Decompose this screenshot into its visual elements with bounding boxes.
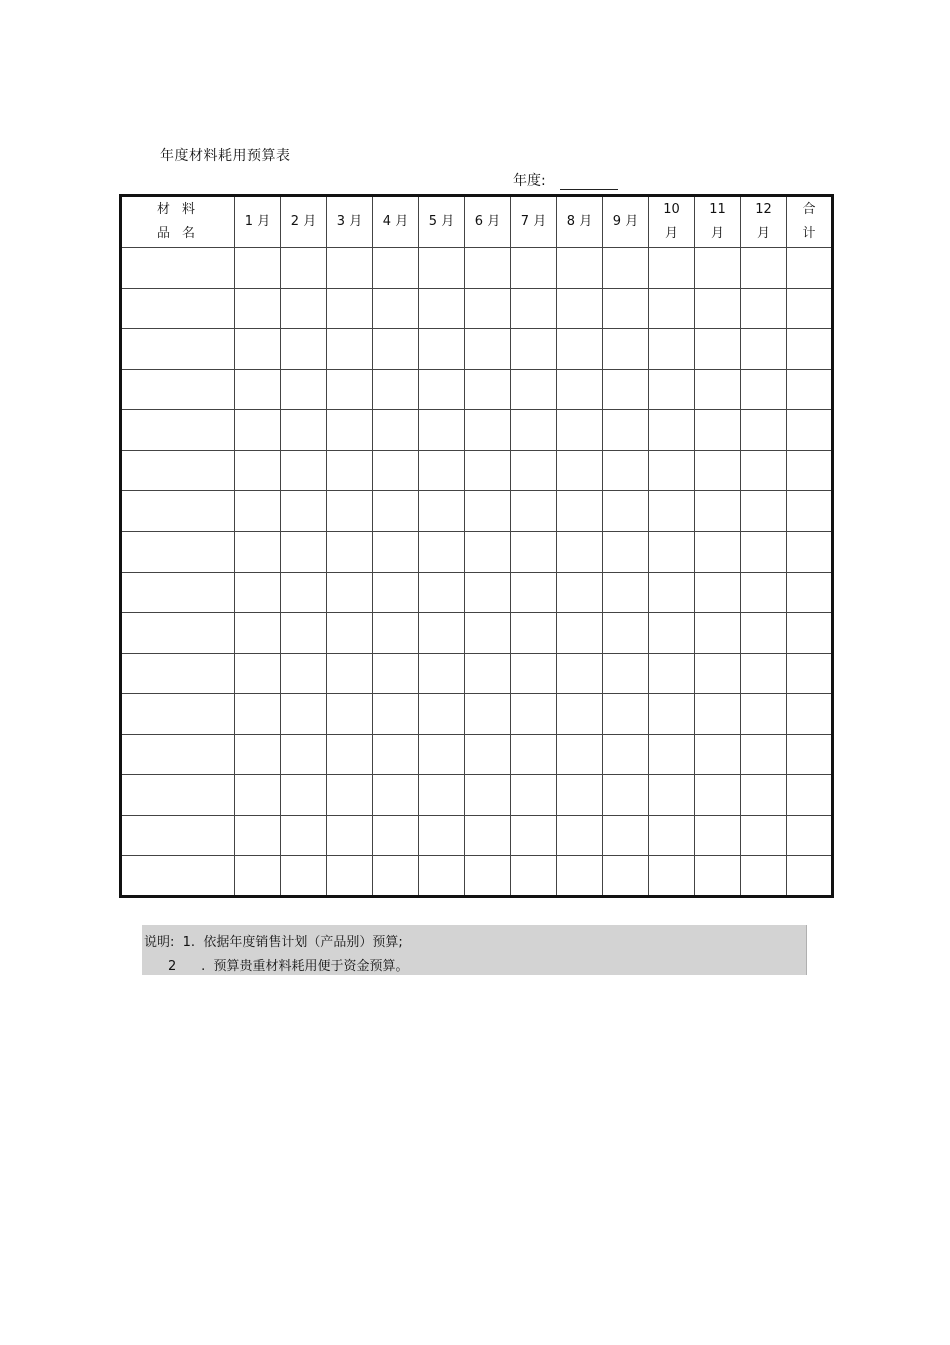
month-cell[interactable] [557,531,603,572]
month-cell[interactable] [603,815,649,856]
month-cell[interactable] [465,815,511,856]
month-cell[interactable] [603,329,649,370]
month-cell[interactable] [235,653,281,694]
month-cell[interactable] [465,572,511,613]
month-cell[interactable] [465,613,511,654]
month-cell[interactable] [557,572,603,613]
month-cell[interactable] [281,248,327,289]
month-cell[interactable] [511,288,557,329]
month-cell[interactable] [465,329,511,370]
material-name-cell[interactable] [121,531,235,572]
month-cell[interactable] [465,491,511,532]
month-cell[interactable] [281,288,327,329]
month-cell[interactable] [235,491,281,532]
month-cell[interactable] [373,369,419,410]
month-cell[interactable] [419,653,465,694]
month-11-unit: 月 [710,226,724,241]
month-cell[interactable] [695,815,741,856]
month-cell[interactable] [649,856,695,897]
month-cell[interactable] [511,410,557,451]
month-cell[interactable] [327,329,373,370]
month-cell[interactable] [465,369,511,410]
month-cell[interactable] [511,653,557,694]
total-cell[interactable] [787,613,833,654]
month-cell[interactable] [741,694,787,735]
month-cell[interactable] [327,613,373,654]
month-cell[interactable] [373,248,419,289]
material-name-cell[interactable] [121,288,235,329]
month-cell[interactable] [373,491,419,532]
month-cell[interactable] [649,450,695,491]
month-cell[interactable] [327,491,373,532]
month-header-1: 1 月 [235,196,281,248]
month-cell[interactable] [373,856,419,897]
month-cell[interactable] [281,815,327,856]
month-cell[interactable] [649,288,695,329]
month-cell[interactable] [695,653,741,694]
month-cell[interactable] [281,653,327,694]
month-cell[interactable] [741,329,787,370]
month-cell[interactable] [741,410,787,451]
month-cell[interactable] [557,815,603,856]
month-cell[interactable] [603,248,649,289]
total-cell[interactable] [787,329,833,370]
material-name-cell[interactable] [121,450,235,491]
material-name-cell[interactable] [121,856,235,897]
month-cell[interactable] [557,288,603,329]
month-cell[interactable] [373,734,419,775]
month-cell[interactable] [465,248,511,289]
note-line-2: 2 . 预算贵重材料耗用便于资金预算。 [168,959,409,974]
month-cell[interactable] [741,288,787,329]
month-cell[interactable] [603,491,649,532]
month-header-11 [695,196,741,248]
month-cell[interactable] [603,694,649,735]
month-cell[interactable] [235,450,281,491]
month-cell[interactable] [373,531,419,572]
material-name-cell[interactable] [121,248,235,289]
month-cell[interactable] [465,288,511,329]
month-cell[interactable] [557,734,603,775]
month-cell[interactable] [695,491,741,532]
material-name-cell[interactable] [121,613,235,654]
total-header-line2: 计 [802,226,816,241]
month-cell[interactable] [603,531,649,572]
year-label: 年度: [513,173,546,189]
month-12-unit: 月 [756,226,770,241]
table-row [121,369,833,410]
month-cell[interactable] [235,775,281,816]
month-cell[interactable] [235,248,281,289]
total-cell[interactable] [787,653,833,694]
month-cell[interactable] [281,450,327,491]
month-header-7: 7 月 [511,196,557,248]
month-cell[interactable] [373,450,419,491]
month-cell[interactable] [281,775,327,816]
month-cell[interactable] [511,734,557,775]
month-cell[interactable] [327,653,373,694]
month-cell[interactable] [649,815,695,856]
total-cell[interactable] [787,450,833,491]
total-cell[interactable] [787,491,833,532]
month-cell[interactable] [741,369,787,410]
month-cell[interactable] [281,734,327,775]
month-cell[interactable] [511,572,557,613]
month-cell[interactable] [511,694,557,735]
month-11-number: 11 [709,202,726,217]
table-row [121,248,833,289]
table-body [121,248,833,897]
month-cell[interactable] [695,369,741,410]
month-cell[interactable] [327,694,373,735]
month-cell[interactable] [465,450,511,491]
material-name-cell[interactable] [121,775,235,816]
month-cell[interactable] [603,856,649,897]
month-cell[interactable] [327,734,373,775]
month-cell[interactable] [695,856,741,897]
month-header-12 [741,196,787,248]
month-cell[interactable] [465,410,511,451]
month-cell[interactable] [419,410,465,451]
month-cell[interactable] [511,450,557,491]
table-row [121,329,833,370]
month-header-8: 8 月 [557,196,603,248]
month-cell[interactable] [695,531,741,572]
month-cell[interactable] [649,369,695,410]
month-header-3: 3 月 [327,196,373,248]
month-header-4: 4 月 [373,196,419,248]
month-cell[interactable] [327,775,373,816]
month-header-10 [649,196,695,248]
month-cell[interactable] [695,775,741,816]
month-cell[interactable] [419,613,465,654]
table-row [121,288,833,329]
month-cell[interactable] [695,248,741,289]
material-name-cell[interactable] [121,329,235,370]
month-cell[interactable] [419,734,465,775]
month-cell[interactable] [281,369,327,410]
month-cell[interactable] [235,531,281,572]
month-cell[interactable] [741,491,787,532]
month-10-number: 10 [663,202,680,217]
total-cell[interactable] [787,369,833,410]
month-10-unit: 月 [664,226,678,241]
table-header-row [121,196,833,248]
month-header-5: 5 月 [419,196,465,248]
material-header-line2: 品名 [156,226,207,241]
month-12-number: 12 [755,202,772,217]
material-name-cell[interactable] [121,572,235,613]
month-cell[interactable] [511,491,557,532]
total-cell[interactable] [787,288,833,329]
table-row [121,613,833,654]
month-cell[interactable] [281,491,327,532]
month-cell[interactable] [741,613,787,654]
month-cell[interactable] [649,531,695,572]
month-cell[interactable] [327,531,373,572]
month-cell[interactable] [465,734,511,775]
month-cell[interactable] [419,491,465,532]
month-cell[interactable] [419,450,465,491]
month-cell[interactable] [511,815,557,856]
month-header-9: 9 月 [603,196,649,248]
month-cell[interactable] [741,775,787,816]
month-cell[interactable] [419,775,465,816]
month-cell[interactable] [419,856,465,897]
month-cell[interactable] [741,815,787,856]
month-cell[interactable] [235,329,281,370]
month-header-2: 2 月 [281,196,327,248]
month-cell[interactable] [511,369,557,410]
month-cell[interactable] [281,694,327,735]
month-cell[interactable] [649,653,695,694]
total-header-line1: 合 [802,202,816,217]
month-cell[interactable] [327,248,373,289]
month-header-6: 6 月 [465,196,511,248]
month-cell[interactable] [235,288,281,329]
month-cell[interactable] [327,815,373,856]
month-cell[interactable] [649,248,695,289]
month-cell[interactable] [511,613,557,654]
month-cell[interactable] [557,856,603,897]
month-cell[interactable] [557,775,603,816]
month-cell[interactable] [511,329,557,370]
month-cell[interactable] [373,288,419,329]
month-cell[interactable] [695,450,741,491]
table-row [121,410,833,451]
month-cell[interactable] [373,694,419,735]
month-cell[interactable] [281,329,327,370]
document-title: 年度材料耗用预算表 [160,148,291,164]
material-name-cell[interactable] [121,734,235,775]
month-cell[interactable] [419,288,465,329]
month-cell[interactable] [281,572,327,613]
month-cell[interactable] [373,329,419,370]
month-cell[interactable] [649,572,695,613]
month-cell[interactable] [741,531,787,572]
month-cell[interactable] [281,410,327,451]
month-cell[interactable] [419,329,465,370]
month-cell[interactable] [603,734,649,775]
month-cell[interactable] [603,572,649,613]
total-cell[interactable] [787,410,833,451]
month-cell[interactable] [557,694,603,735]
month-cell[interactable] [465,775,511,816]
month-cell[interactable] [603,613,649,654]
month-cell[interactable] [373,572,419,613]
month-cell[interactable] [373,775,419,816]
month-cell[interactable] [557,410,603,451]
month-cell[interactable] [603,775,649,816]
month-cell[interactable] [327,288,373,329]
month-cell[interactable] [603,653,649,694]
month-cell[interactable] [235,572,281,613]
table-row [121,450,833,491]
month-cell[interactable] [419,369,465,410]
table-row [121,491,833,532]
month-cell[interactable] [373,613,419,654]
table-row [121,653,833,694]
month-cell[interactable] [741,572,787,613]
month-cell[interactable] [235,369,281,410]
total-cell[interactable] [787,694,833,735]
month-cell[interactable] [695,410,741,451]
month-cell[interactable] [649,329,695,370]
material-header-line1: 材料 [156,202,207,217]
month-cell[interactable] [373,653,419,694]
material-name-header [121,196,235,248]
month-cell[interactable] [557,248,603,289]
month-cell[interactable] [327,369,373,410]
total-cell[interactable] [787,531,833,572]
month-cell[interactable] [281,856,327,897]
table-row [121,572,833,613]
month-cell[interactable] [557,491,603,532]
month-cell[interactable] [695,329,741,370]
total-header [787,196,833,248]
month-cell[interactable] [327,856,373,897]
month-cell[interactable] [649,775,695,816]
month-cell[interactable] [649,491,695,532]
month-cell[interactable] [235,734,281,775]
month-cell[interactable] [327,410,373,451]
month-cell[interactable] [649,694,695,735]
material-name-cell[interactable] [121,653,235,694]
total-cell[interactable] [787,572,833,613]
month-cell[interactable] [235,856,281,897]
month-cell[interactable] [649,734,695,775]
month-cell[interactable] [603,288,649,329]
month-cell[interactable] [281,531,327,572]
month-cell[interactable] [465,531,511,572]
month-cell[interactable] [465,653,511,694]
month-cell[interactable] [327,450,373,491]
table-row [121,775,833,816]
month-cell[interactable] [695,734,741,775]
month-cell[interactable] [281,613,327,654]
table-row [121,694,833,735]
month-cell[interactable] [557,653,603,694]
month-cell[interactable] [327,572,373,613]
month-cell[interactable] [511,531,557,572]
month-cell[interactable] [465,856,511,897]
table-row [121,856,833,897]
month-cell[interactable] [649,410,695,451]
month-cell[interactable] [511,775,557,816]
month-cell[interactable] [557,369,603,410]
total-cell[interactable] [787,734,833,775]
month-cell[interactable] [419,248,465,289]
month-cell[interactable] [603,450,649,491]
month-cell[interactable] [741,653,787,694]
month-cell[interactable] [419,531,465,572]
month-cell[interactable] [235,815,281,856]
month-cell[interactable] [649,613,695,654]
total-cell[interactable] [787,248,833,289]
material-name-cell[interactable] [121,815,235,856]
month-cell[interactable] [557,329,603,370]
month-cell[interactable] [741,450,787,491]
month-cell[interactable] [465,694,511,735]
month-cell[interactable] [373,815,419,856]
month-cell[interactable] [235,410,281,451]
month-cell[interactable] [235,613,281,654]
month-cell[interactable] [603,410,649,451]
year-blank-line[interactable] [560,173,618,190]
note-line-1: 说明: 1. 依据年度销售计划（产品别）预算; [144,935,403,950]
notes-box [142,925,807,975]
month-cell[interactable] [419,572,465,613]
month-cell[interactable] [695,613,741,654]
material-name-cell[interactable] [121,410,235,451]
month-cell[interactable] [741,248,787,289]
table-row [121,815,833,856]
total-cell[interactable] [787,856,833,897]
year-field [513,170,618,190]
month-cell[interactable] [695,694,741,735]
material-name-cell[interactable] [121,369,235,410]
month-cell[interactable] [373,410,419,451]
month-cell[interactable] [235,694,281,735]
table-row [121,734,833,775]
total-cell[interactable] [787,775,833,816]
month-cell[interactable] [741,856,787,897]
month-cell[interactable] [557,450,603,491]
month-cell[interactable] [511,856,557,897]
material-name-cell[interactable] [121,491,235,532]
month-cell[interactable] [557,613,603,654]
month-cell[interactable] [603,369,649,410]
budget-table [119,194,834,898]
month-cell[interactable] [741,734,787,775]
table-row [121,531,833,572]
total-cell[interactable] [787,815,833,856]
material-name-cell[interactable] [121,694,235,735]
month-cell[interactable] [419,694,465,735]
month-cell[interactable] [695,288,741,329]
month-cell[interactable] [419,815,465,856]
month-cell[interactable] [695,572,741,613]
month-cell[interactable] [511,248,557,289]
